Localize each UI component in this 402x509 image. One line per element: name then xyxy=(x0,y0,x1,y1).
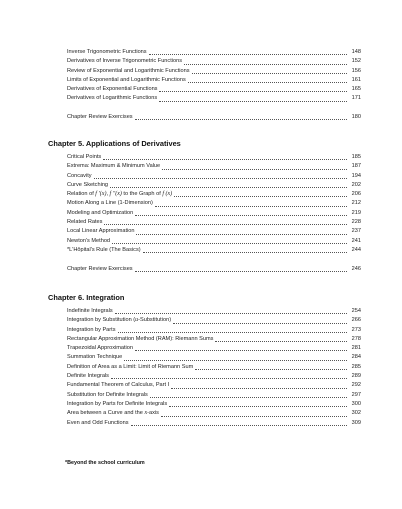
toc-entry-title: Local Linear Approximation xyxy=(67,228,135,235)
toc-leader xyxy=(162,169,347,170)
toc-entry-page: 289 xyxy=(351,373,361,380)
toc-entry xyxy=(67,246,361,255)
toc-entry xyxy=(67,400,361,409)
toc-entry xyxy=(67,57,361,66)
toc-entry-page: 297 xyxy=(351,391,361,398)
toc-entry xyxy=(67,391,361,400)
toc-leader xyxy=(135,215,347,216)
toc-leader xyxy=(135,271,347,272)
toc-entry-title: Inverse Trigonometric Functions xyxy=(67,49,147,55)
toc-leader xyxy=(135,350,347,351)
title-part: Relation of xyxy=(67,191,96,198)
toc-entry-title: Derivatives of Logarithmic Functions xyxy=(67,95,158,102)
toc-entry xyxy=(67,76,361,85)
toc-leader xyxy=(124,360,347,361)
toc-leader xyxy=(135,119,347,120)
toc-entry-title: Chapter Review Exercises xyxy=(67,114,133,121)
toc-entry-title: Related Rates xyxy=(67,219,103,226)
toc-leader xyxy=(184,64,347,65)
toc-leader xyxy=(159,91,347,92)
toc-entry-title: Derivatives of Inverse Trigonometric Functions xyxy=(67,58,183,65)
toc-entry-title: Rectangular Approximation Method (RAM): Riemann Sums xyxy=(67,335,214,342)
toc-list-continued xyxy=(67,48,361,122)
toc-entry xyxy=(67,316,361,325)
toc-entry-page: 246 xyxy=(351,265,361,272)
toc-leader xyxy=(215,341,347,342)
toc-entry xyxy=(67,237,361,246)
toc-entry-page: 148 xyxy=(351,49,361,55)
toc-entry-title: Chapter Review Exercises xyxy=(67,265,133,272)
toc-leader xyxy=(171,388,347,389)
math-f: f (x) xyxy=(162,191,173,198)
toc-entry-page: 212 xyxy=(351,200,361,207)
toc-leader xyxy=(195,369,347,370)
toc-leader xyxy=(192,73,347,74)
toc-entry-review xyxy=(67,265,361,274)
toc-entry-title xyxy=(67,190,173,199)
toc-entry-page: 254 xyxy=(351,308,361,314)
toc-entry-page: 273 xyxy=(351,326,361,333)
toc-entry xyxy=(67,199,361,208)
toc-entry xyxy=(67,227,361,236)
toc-entry xyxy=(67,172,361,181)
title-part: -Substitution) xyxy=(138,317,172,324)
toc-entry-page: 202 xyxy=(351,181,361,188)
toc-entry-page: 284 xyxy=(351,354,361,361)
toc-entry-title: Definition of Area as a Limit: Limit of Riemann Sum xyxy=(67,363,194,370)
toc-entry xyxy=(67,67,361,76)
toc-entry-page: 285 xyxy=(351,363,361,370)
toc-entry-title: *L'Hôpital's Rule (The Basics) xyxy=(67,246,141,253)
toc-entry-page: 292 xyxy=(351,382,361,389)
toc-entry xyxy=(67,307,361,316)
toc-entry xyxy=(67,85,361,94)
toc-leader xyxy=(131,425,347,426)
toc-leader xyxy=(161,416,347,417)
toc-entry-title: Review of Exponential and Logarithmic Functions xyxy=(67,67,190,74)
toc-entry xyxy=(67,344,361,353)
toc-entry-page: 187 xyxy=(351,163,361,170)
toc-entry-page: 156 xyxy=(351,67,361,74)
toc-entry xyxy=(67,381,361,390)
toc-entry-page: 180 xyxy=(351,114,361,121)
toc-entry-page: 194 xyxy=(351,172,361,179)
toc-entry-page: 309 xyxy=(351,419,361,426)
math-f-double-prime: f ″(x) xyxy=(109,191,122,198)
toc-leader xyxy=(94,178,347,179)
toc-leader xyxy=(136,234,347,235)
toc-entry-page: 237 xyxy=(351,228,361,235)
toc-entry-page: 228 xyxy=(351,219,361,226)
title-part: , xyxy=(106,191,110,198)
toc-entry-page: 281 xyxy=(351,345,361,352)
toc-entry-page: 278 xyxy=(351,335,361,342)
chapter-6-heading: Chapter 6. Integration xyxy=(48,293,125,302)
toc-entry xyxy=(67,48,361,57)
toc-leader xyxy=(110,187,347,188)
toc-entry-title: Modeling and Optimization xyxy=(67,209,134,216)
toc-entry-review xyxy=(67,113,361,122)
toc-entry-title: Concavity xyxy=(67,172,92,179)
toc-entry-title: Derivatives of Exponential Functions xyxy=(67,86,158,93)
toc-entry xyxy=(67,181,361,190)
toc-entry-title: Definite Integrals xyxy=(67,373,109,380)
title-part: Area between a Curve and the xyxy=(67,410,145,417)
toc-entry-page: 219 xyxy=(351,209,361,216)
toc-entry-page: 241 xyxy=(351,237,361,244)
toc-entry-title xyxy=(67,409,160,418)
toc-leader xyxy=(112,243,347,244)
toc-leader xyxy=(104,224,347,225)
toc-entry-title: Motion Along a Line (1-Dimension) xyxy=(67,200,153,207)
toc-leader xyxy=(111,378,347,379)
toc-entry-title xyxy=(67,316,172,325)
toc-entry xyxy=(67,363,361,372)
toc-entry-title: Summation Technique xyxy=(67,354,123,361)
toc-entry-page: 185 xyxy=(351,154,361,160)
toc-leader xyxy=(174,196,347,197)
math-x: x xyxy=(144,410,148,417)
toc-entry xyxy=(67,372,361,381)
toc-leader xyxy=(103,159,347,160)
toc-entry-title: Trapezoidal Approximation xyxy=(67,345,134,352)
toc-entry-title: Integration by Parts for Definite Integrals xyxy=(67,400,168,407)
toc-list-chapter-6 xyxy=(67,307,361,428)
toc-entry-title: Curve Sketching xyxy=(67,181,109,188)
toc-entry xyxy=(67,209,361,218)
toc-entry xyxy=(67,409,361,418)
toc-leader xyxy=(169,406,347,407)
toc-entry xyxy=(67,162,361,171)
toc-entry-page: 161 xyxy=(351,76,361,83)
footnote: *Beyond the school curriculum xyxy=(65,460,145,466)
chapter-5-heading: Chapter 5. Applications of Derivatives xyxy=(48,139,181,148)
toc-entry-title: Limits of Exponential and Logarithmic Functions xyxy=(67,76,186,83)
toc-entry-page: 300 xyxy=(351,400,361,407)
toc-entry-page: 302 xyxy=(351,410,361,417)
title-part: Integration by Substitution ( xyxy=(67,317,136,324)
toc-entry-title: Integration by Parts xyxy=(67,326,116,333)
toc-leader xyxy=(150,397,347,398)
toc-entry-title: Critical Points xyxy=(67,154,102,160)
toc-entry xyxy=(67,218,361,227)
toc-entry-page: 171 xyxy=(351,95,361,102)
toc-entry xyxy=(67,353,361,362)
toc-entry-title: Newton's Method xyxy=(67,237,111,244)
toc-entry xyxy=(67,153,361,162)
toc-entry xyxy=(67,419,361,428)
toc-entry-page: 152 xyxy=(351,58,361,65)
toc-leader xyxy=(115,313,347,314)
toc-entry-page: 266 xyxy=(351,317,361,324)
toc-entry-title: Substitution for Definite Integrals xyxy=(67,391,148,398)
math-u: u xyxy=(135,317,139,324)
toc-entry-title: Extrema: Maximum & Minimum Value xyxy=(67,163,161,170)
toc-entry-title: Even and Odd Functions xyxy=(67,419,129,426)
toc-entry xyxy=(67,94,361,103)
math-f-prime: f ′(x) xyxy=(95,191,107,198)
toc-leader xyxy=(173,323,347,324)
title-part: to the Graph of xyxy=(121,191,163,198)
title-part: -axis xyxy=(147,410,159,417)
toc-list-chapter-5 xyxy=(67,153,361,274)
toc-entry-title: Fundamental Theorem of Calculus, Part Ⅰ xyxy=(67,382,170,389)
toc-entry-title: Indefinite Integrals xyxy=(67,308,113,314)
toc-leader xyxy=(149,54,347,55)
toc-entry-page: 165 xyxy=(351,86,361,93)
toc-entry-page: 206 xyxy=(351,191,361,198)
toc-leader xyxy=(118,332,347,333)
toc-entry xyxy=(67,190,361,199)
toc-leader xyxy=(143,252,347,253)
toc-entry xyxy=(67,335,361,344)
toc-leader xyxy=(155,206,347,207)
toc-leader xyxy=(159,101,347,102)
toc-entry xyxy=(67,326,361,335)
toc-entry-page: 244 xyxy=(351,246,361,253)
toc-leader xyxy=(188,82,347,83)
